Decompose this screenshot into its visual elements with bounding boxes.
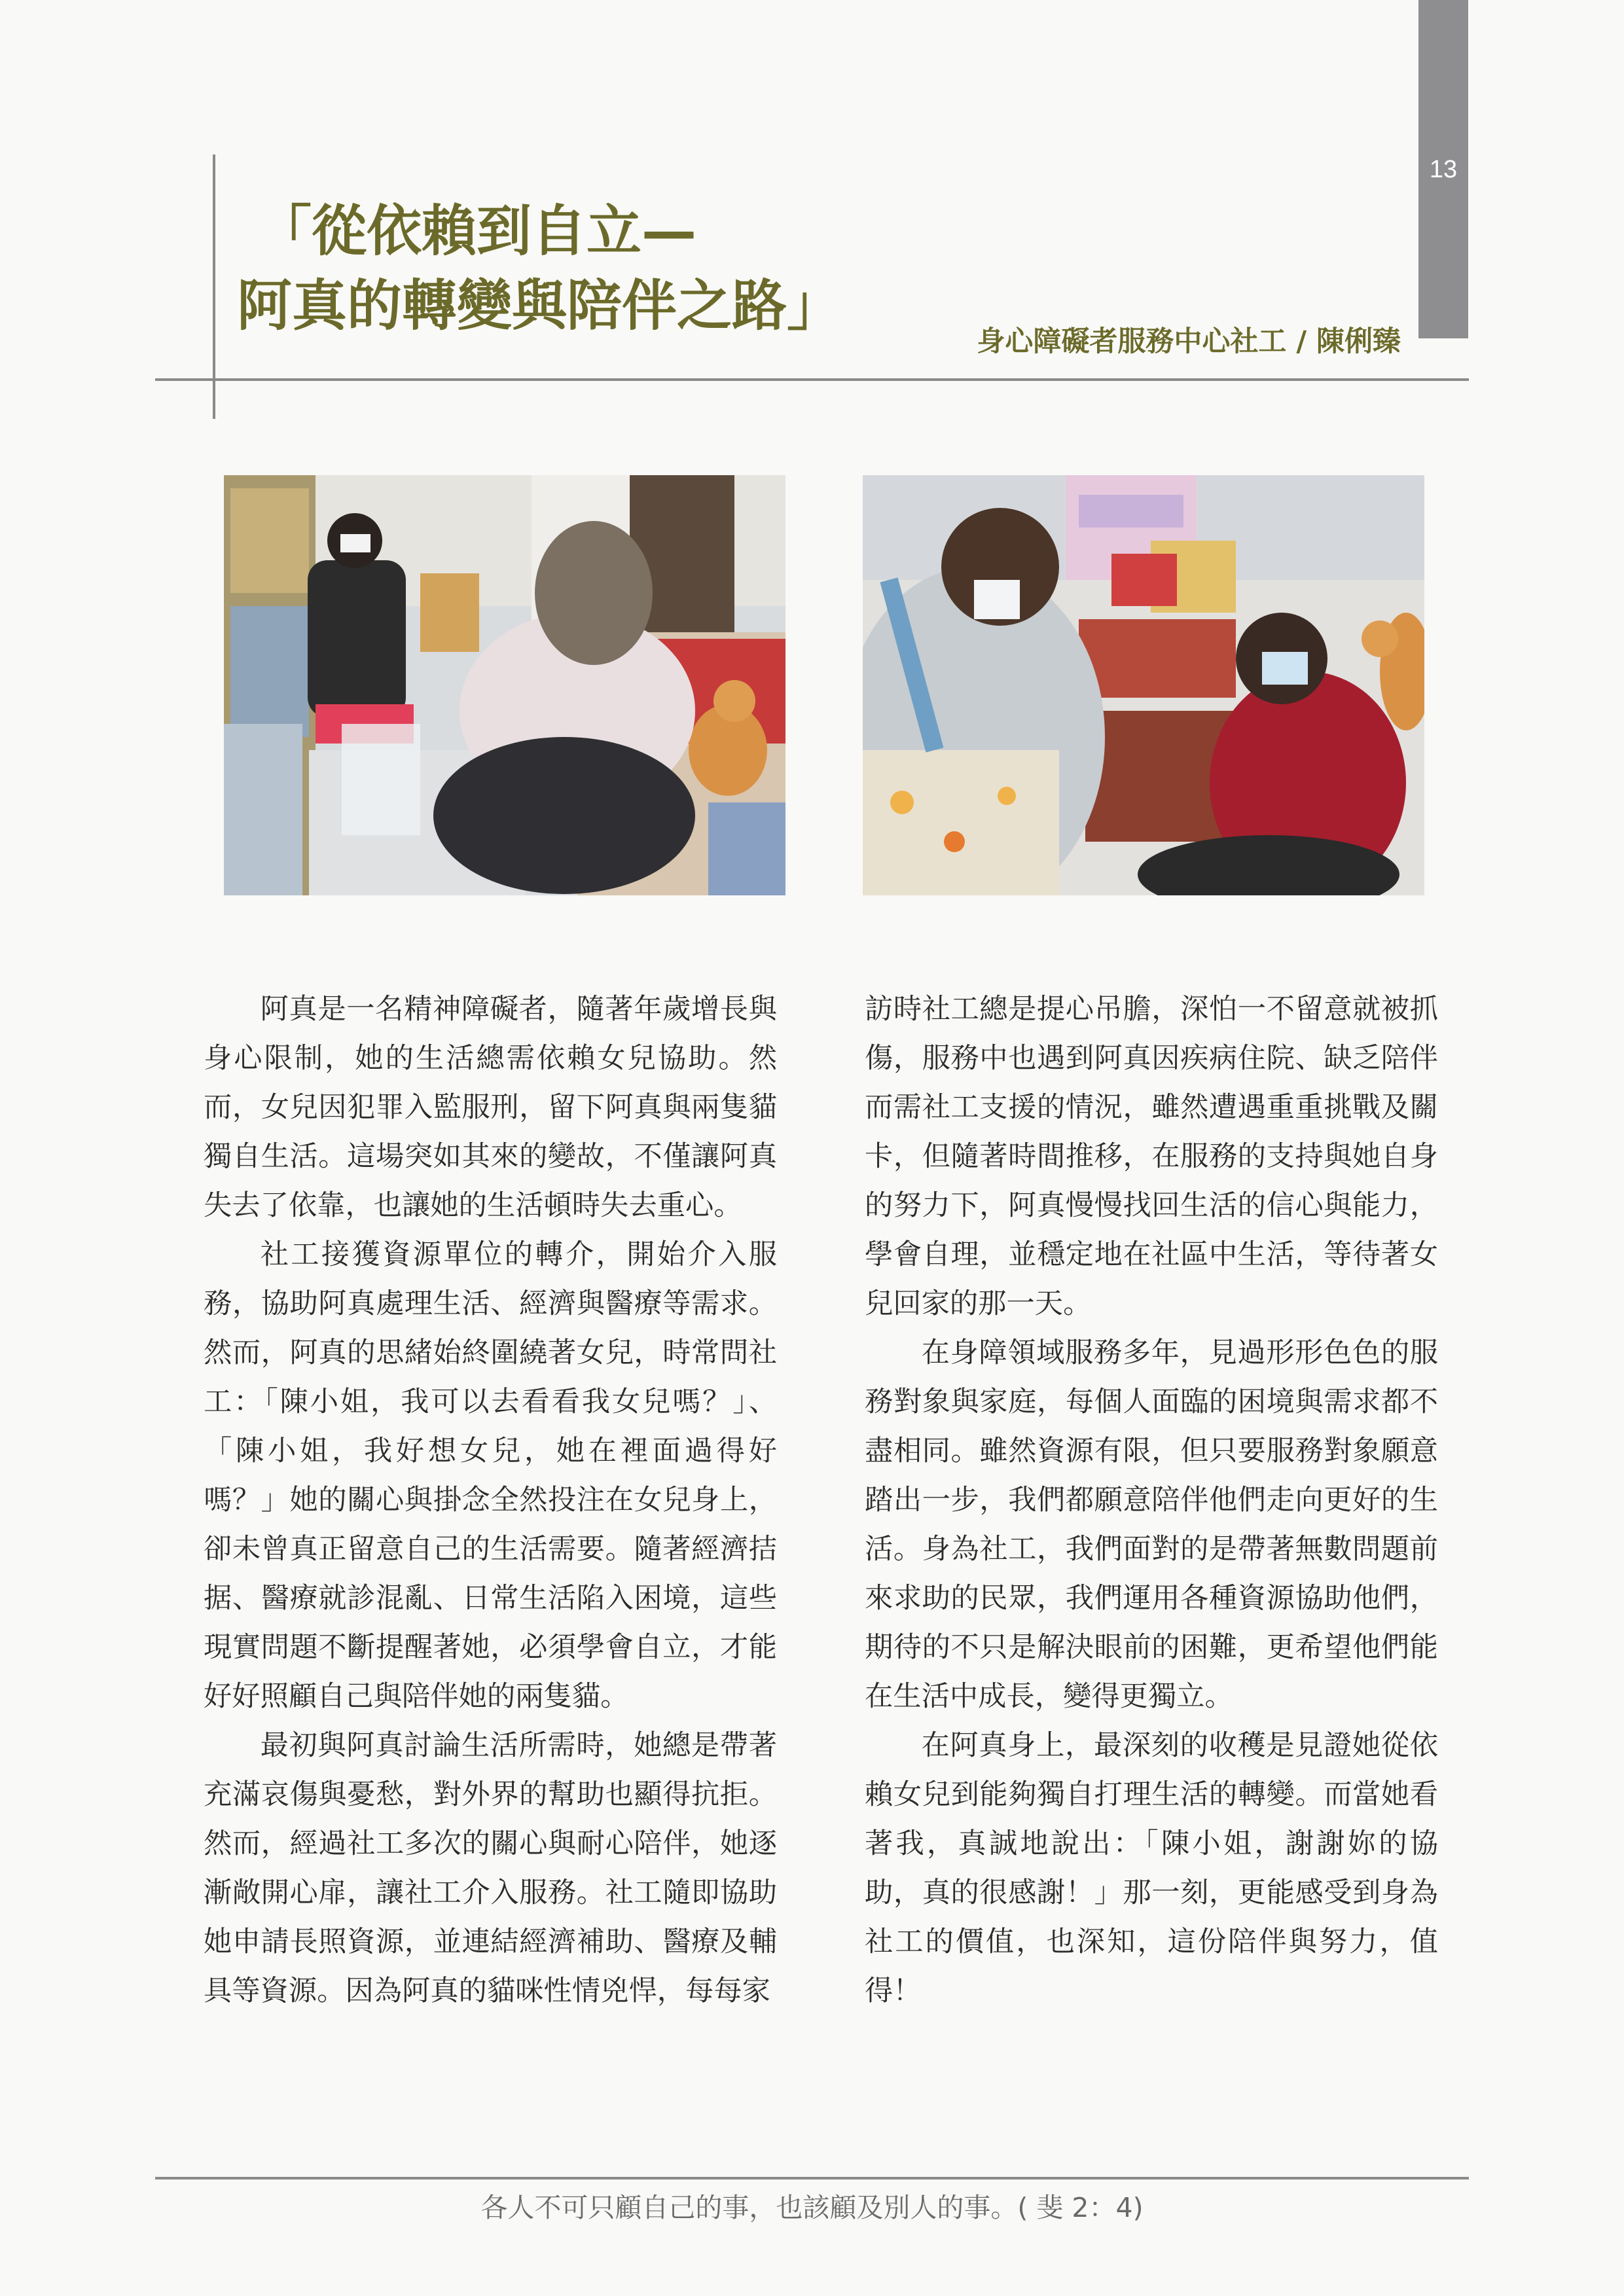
paragraph: 訪時社工總是提心吊膽，深怕一不留意就被抓傷，服務中也遇到阿真因疾病住院、缺乏陪伴而需社工支援的情況，雖然遭遇重重挑戰及關卡，但隨著時間推移，在服務的支持與她自身的努力下，阿真慢慢找回生活的信心與能力，學會自理，並穩定地在社區中生活，等待著女兒回家的那一天。	[865, 993, 1438, 1320]
author-byline: 身心障礙者服務中心社工 / 陳俐臻	[977, 325, 1401, 358]
paragraph: 社工接獲資源單位的轉介，開始介入服務，協助阿真處理生活、經濟與醫療等需求。然而，阿真的思緒始終圍繞著女兒，時常問社工：「陳小姐，我可以去看看我女兒嗎？」、「陳小姐，我好想女兒，她在裡面過得好嗎？」她的關心與掛念全然投注在女兒身上，卻未曾真正留意自己的生活需要。隨著經濟拮据、醫療就診混亂、日常生活陷入困境，這些現實問題不斷提醒著她，必須學會自立，才能好好照顧自己與陪伴她的兩隻貓。	[204, 1238, 777, 1713]
page-number: 13	[1429, 156, 1458, 183]
article-title	[237, 194, 924, 343]
paragraph: 在身障領域服務多年，見過形形色色的服務對象與家庭，每個人面臨的困境與需求都不盡相同。雖然資源有限，但只要服務對象願意踏出一步，我們都願意陪伴他們走向更好的生活。身為社工，我們面對的是帶著無數問題前來求助的民眾，我們運用各種資源協助他們，期待的不只是解決眼前的困難，更希望他們能在生活中成長，變得更獨立。	[865, 1336, 1438, 1713]
paragraph: 在阿真身上，最深刻的收穫是見證她從依賴女兒到能夠獨自打理生活的轉變。而當她看著我，真誠地說出：「陳小姐，謝謝妳的協助，真的很感謝！」那一刻，更能感受到身為社工的價值，也深知，這份陪伴與努力，值得！	[865, 1729, 1438, 2007]
paragraph: 阿真是一名精神障礙者，隨著年歲增長與身心限制，她的生活總需依賴女兒協助。然而，女兒因犯罪入監服刑，留下阿真與兩隻貓獨自生活。這場突如其來的變故，不僅讓阿真失去了依靠，也讓她的生活頓時失去重心。	[204, 993, 777, 1222]
article-title-line-2: 阿真的轉變與陪伴之路」	[237, 274, 842, 338]
footer-divider	[155, 2177, 1469, 2179]
article-title-line-1: 「從依賴到自立—	[257, 199, 697, 263]
header-divider	[155, 378, 1469, 381]
paragraph: 最初與阿真討論生活所需時，她總是帶著充滿哀傷與憂愁，對外界的幫助也顯得抗拒。然而，經過社工多次的關心與耐心陪伴，她逐漸敞開心扉，讓社工介入服務。社工隨即協助她申請長照資源，並連結經濟補助、醫療及輔具等資源。因為阿真的貓咪性情兇悍，每每家	[204, 1729, 777, 2007]
photo-home-visit	[224, 475, 785, 895]
article-column-right	[865, 985, 1438, 2016]
photo-client-support	[863, 475, 1424, 895]
article-column-left	[204, 985, 777, 2016]
footer-verse: 各人不可只顧自己的事，也該顧及別人的事。( 斐 2：4)	[480, 2192, 1144, 2223]
